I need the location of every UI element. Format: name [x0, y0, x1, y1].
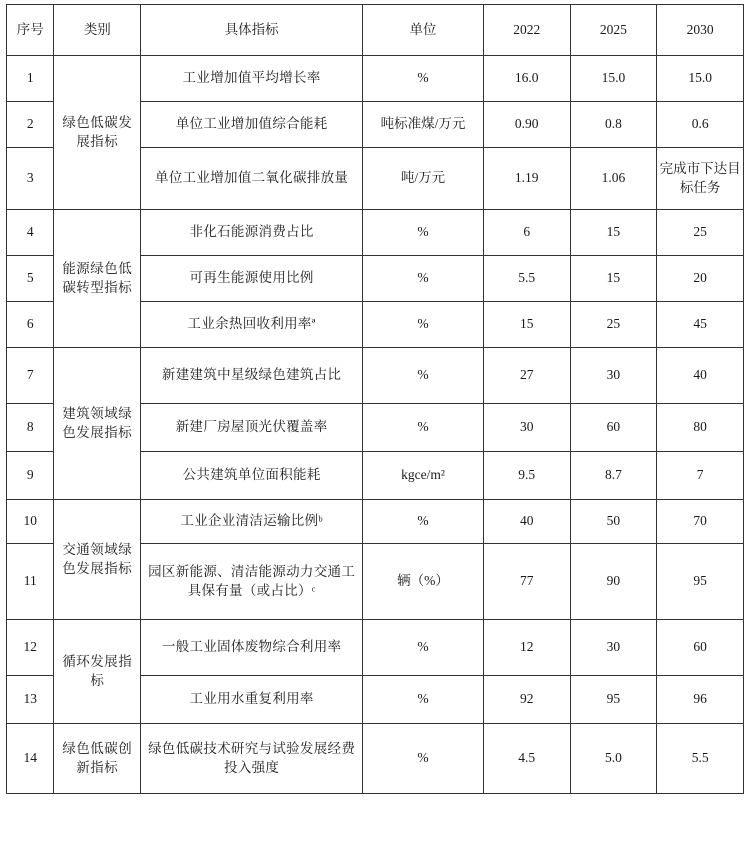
value-2022: 77	[483, 544, 570, 620]
table-row	[7, 620, 744, 676]
value-2030: 40	[657, 348, 744, 404]
table-row	[7, 56, 744, 102]
indicator-cell: 公共建筑单位面积能耗	[141, 452, 363, 500]
value-2025: 95	[570, 676, 657, 724]
unit-cell: kgce/m²	[363, 452, 484, 500]
indicator-cell: 单位工业增加值综合能耗	[141, 102, 363, 148]
row-no: 5	[7, 256, 54, 302]
value-2022: 30	[483, 404, 570, 452]
value-2022: 12	[483, 620, 570, 676]
value-2025: 25	[570, 302, 657, 348]
value-2022: 4.5	[483, 724, 570, 794]
unit-cell: %	[363, 348, 484, 404]
unit-cell: %	[363, 620, 484, 676]
indicator-cell: 工业余热回收利用率ª	[141, 302, 363, 348]
row-no: 14	[7, 724, 54, 794]
value-2030: 45	[657, 302, 744, 348]
indicator-cell: 新建厂房屋顶光伏覆盖率	[141, 404, 363, 452]
value-2025: 30	[570, 348, 657, 404]
value-2022: 15	[483, 302, 570, 348]
value-2022: 1.19	[483, 148, 570, 210]
unit-cell: 吨/万元	[363, 148, 484, 210]
value-2025: 15	[570, 256, 657, 302]
value-2030: 7	[657, 452, 744, 500]
category-cell: 绿色低碳创新指标	[54, 724, 141, 794]
unit-cell: %	[363, 676, 484, 724]
indicator-cell: 单位工业增加值二氧化碳排放量	[141, 148, 363, 210]
table-row	[7, 724, 744, 794]
category-cell: 能源绿色低碳转型指标	[54, 210, 141, 348]
header-2022: 2022	[483, 5, 570, 56]
row-no: 4	[7, 210, 54, 256]
row-no: 1	[7, 56, 54, 102]
value-2025: 50	[570, 500, 657, 544]
unit-cell: %	[363, 404, 484, 452]
row-no: 3	[7, 148, 54, 210]
indicator-cell: 工业企业清洁运输比例ᵇ	[141, 500, 363, 544]
header-unit: 单位	[363, 5, 484, 56]
value-2025: 15	[570, 210, 657, 256]
value-2022: 40	[483, 500, 570, 544]
value-2025: 15.0	[570, 56, 657, 102]
category-cell: 绿色低碳发展指标	[54, 56, 141, 210]
header-2030: 2030	[657, 5, 744, 56]
value-2022: 92	[483, 676, 570, 724]
table-header	[7, 5, 744, 56]
value-2030: 完成市下达目标任务	[657, 148, 744, 210]
value-2022: 6	[483, 210, 570, 256]
value-2022: 0.90	[483, 102, 570, 148]
unit-cell: %	[363, 56, 484, 102]
row-no: 2	[7, 102, 54, 148]
value-2025: 60	[570, 404, 657, 452]
category-cell: 交通领域绿色发展指标	[54, 500, 141, 620]
indicator-cell: 工业增加值平均增长率	[141, 56, 363, 102]
indicator-table	[6, 4, 744, 794]
unit-cell: %	[363, 256, 484, 302]
header-row	[7, 5, 744, 56]
value-2025: 5.0	[570, 724, 657, 794]
value-2025: 8.7	[570, 452, 657, 500]
indicator-cell: 园区新能源、清洁能源动力交通工具保有量（或占比）ᶜ	[141, 544, 363, 620]
value-2030: 0.6	[657, 102, 744, 148]
category-cell: 建筑领域绿色发展指标	[54, 348, 141, 500]
unit-cell: 吨标准煤/万元	[363, 102, 484, 148]
table-row	[7, 348, 744, 404]
indicator-cell: 可再生能源使用比例	[141, 256, 363, 302]
value-2030: 15.0	[657, 56, 744, 102]
value-2022: 27	[483, 348, 570, 404]
row-no: 10	[7, 500, 54, 544]
value-2022: 16.0	[483, 56, 570, 102]
value-2025: 30	[570, 620, 657, 676]
value-2025: 90	[570, 544, 657, 620]
indicator-cell: 工业用水重复利用率	[141, 676, 363, 724]
value-2030: 25	[657, 210, 744, 256]
value-2030: 80	[657, 404, 744, 452]
indicator-cell: 一般工业固体废物综合利用率	[141, 620, 363, 676]
header-2025: 2025	[570, 5, 657, 56]
value-2025: 0.8	[570, 102, 657, 148]
unit-cell: %	[363, 500, 484, 544]
category-cell: 循环发展指标	[54, 620, 141, 724]
value-2030: 5.5	[657, 724, 744, 794]
value-2030: 70	[657, 500, 744, 544]
unit-cell: %	[363, 724, 484, 794]
value-2022: 9.5	[483, 452, 570, 500]
row-no: 7	[7, 348, 54, 404]
header-indicator: 具体指标	[141, 5, 363, 56]
unit-cell: 辆（%）	[363, 544, 484, 620]
header-category: 类别	[54, 5, 141, 56]
table-row	[7, 500, 744, 544]
value-2030: 96	[657, 676, 744, 724]
value-2025: 1.06	[570, 148, 657, 210]
row-no: 12	[7, 620, 54, 676]
value-2030: 60	[657, 620, 744, 676]
table-row	[7, 210, 744, 256]
indicator-cell: 非化石能源消费占比	[141, 210, 363, 256]
header-no: 序号	[7, 5, 54, 56]
value-2030: 20	[657, 256, 744, 302]
value-2030: 95	[657, 544, 744, 620]
indicator-cell: 绿色低碳技术研究与试验发展经费投入强度	[141, 724, 363, 794]
row-no: 11	[7, 544, 54, 620]
value-2022: 5.5	[483, 256, 570, 302]
unit-cell: %	[363, 210, 484, 256]
row-no: 9	[7, 452, 54, 500]
row-no: 6	[7, 302, 54, 348]
row-no: 8	[7, 404, 54, 452]
row-no: 13	[7, 676, 54, 724]
unit-cell: %	[363, 302, 484, 348]
indicator-cell: 新建建筑中星级绿色建筑占比	[141, 348, 363, 404]
table-body	[7, 56, 744, 794]
